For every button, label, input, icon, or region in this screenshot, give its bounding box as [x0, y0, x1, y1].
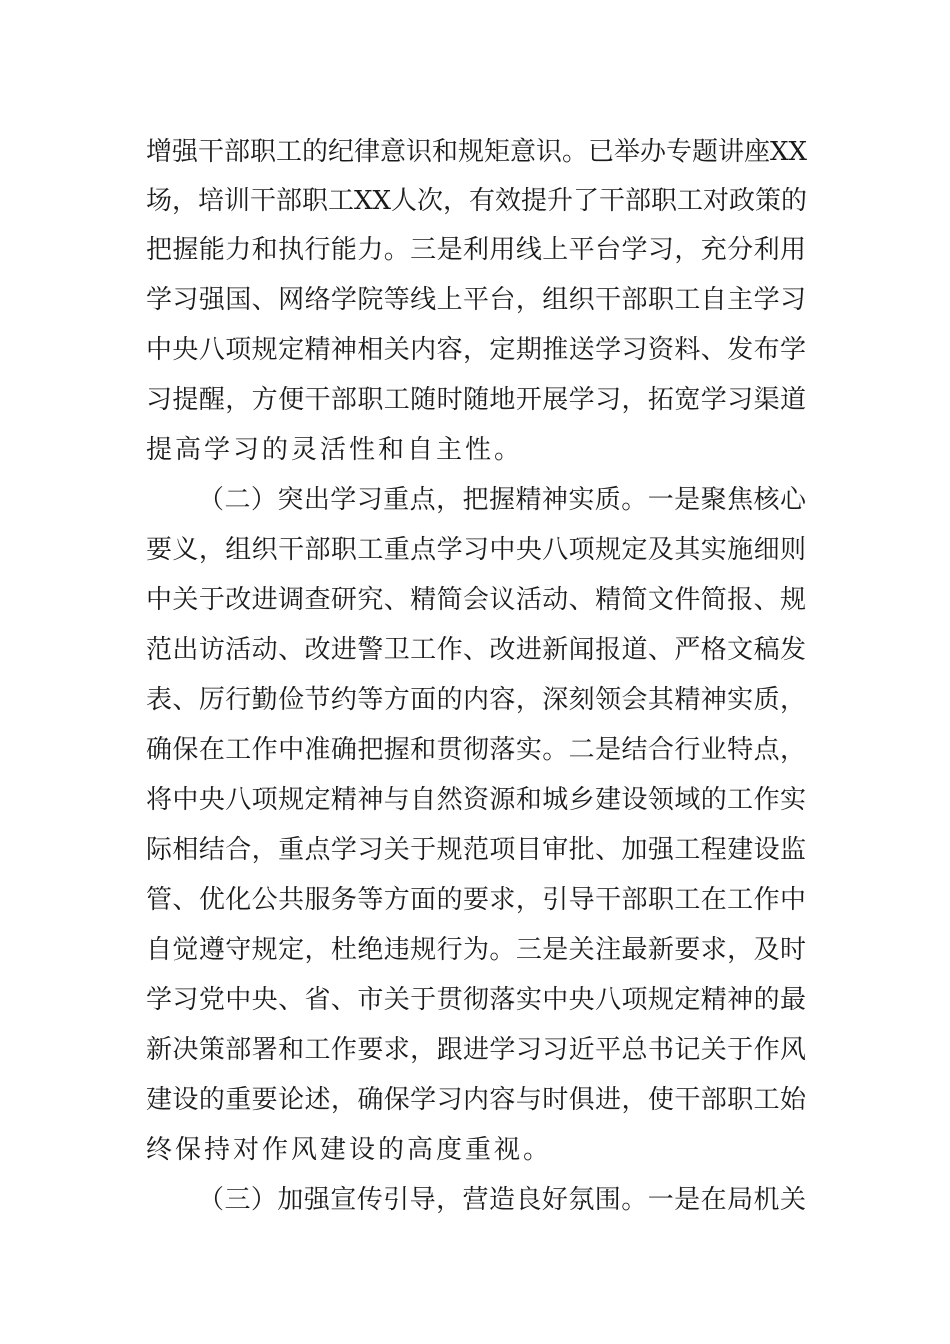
- text-line-7: 提高学习的灵活性和自主性。: [146, 435, 524, 465]
- text-line-9: 要义，组织干部职工重点学习中央八项规定及其实施细则: [146, 535, 806, 565]
- section-heading-2: （二）突出学习重点，把握精神实质。一是聚焦核心: [198, 485, 806, 515]
- text-line-16: 管、优化公共服务等方面的要求，引导干部职工在工作中: [146, 885, 806, 915]
- text-line-17: 自觉遵守规定，杜绝违规行为。三是关注最新要求，及时: [146, 935, 806, 965]
- text-line-3: 把握能力和执行能力。三是利用线上平台学习，充分利用: [146, 235, 806, 265]
- text-line-14: 将中央八项规定精神与自然资源和城乡建设领域的工作实: [146, 785, 806, 815]
- text-line-21: 终保持对作风建设的高度重视。: [146, 1135, 553, 1165]
- text-line-13: 确保在工作中准确把握和贯彻落实。二是结合行业特点，: [146, 735, 806, 765]
- text-line-5: 中央八项规定精神相关内容，定期推送学习资料、发布学: [146, 335, 806, 365]
- text-line-4: 学习强国、网络学院等线上平台，组织干部职工自主学习: [146, 285, 806, 315]
- text-line-12: 表、厉行勤俭节约等方面的内容，深刻领会其精神实质，: [146, 685, 806, 715]
- text-line-20: 建设的重要论述，确保学习内容与时俱进，使干部职工始: [146, 1085, 806, 1115]
- text-line-11: 范出访活动、改进警卫工作、改进新闻报道、严格文稿发: [146, 635, 806, 665]
- text-line-18: 学习党中央、省、市关于贯彻落实中央八项规定精神的最: [146, 985, 806, 1015]
- text-line-15: 际相结合，重点学习关于规范项目审批、加强工程建设监: [146, 835, 806, 865]
- section-heading-3: （三）加强宣传引导，营造良好氛围。一是在局机关: [198, 1185, 806, 1215]
- text-line-6: 习提醒，方便干部职工随时随地开展学习，拓宽学习渠道: [146, 385, 806, 415]
- text-line-2: 场，培训干部职工XX人次，有效提升了干部职工对政策的: [146, 186, 808, 216]
- text-line-1: 增强干部职工的纪律意识和规矩意识。已举办专题讲座XX: [146, 137, 808, 167]
- text-line-10: 中关于改进调查研究、精简会议活动、精简文件简报、规: [146, 585, 806, 615]
- text-line-19: 新决策部署和工作要求，跟进学习习近平总书记关于作风: [146, 1035, 806, 1065]
